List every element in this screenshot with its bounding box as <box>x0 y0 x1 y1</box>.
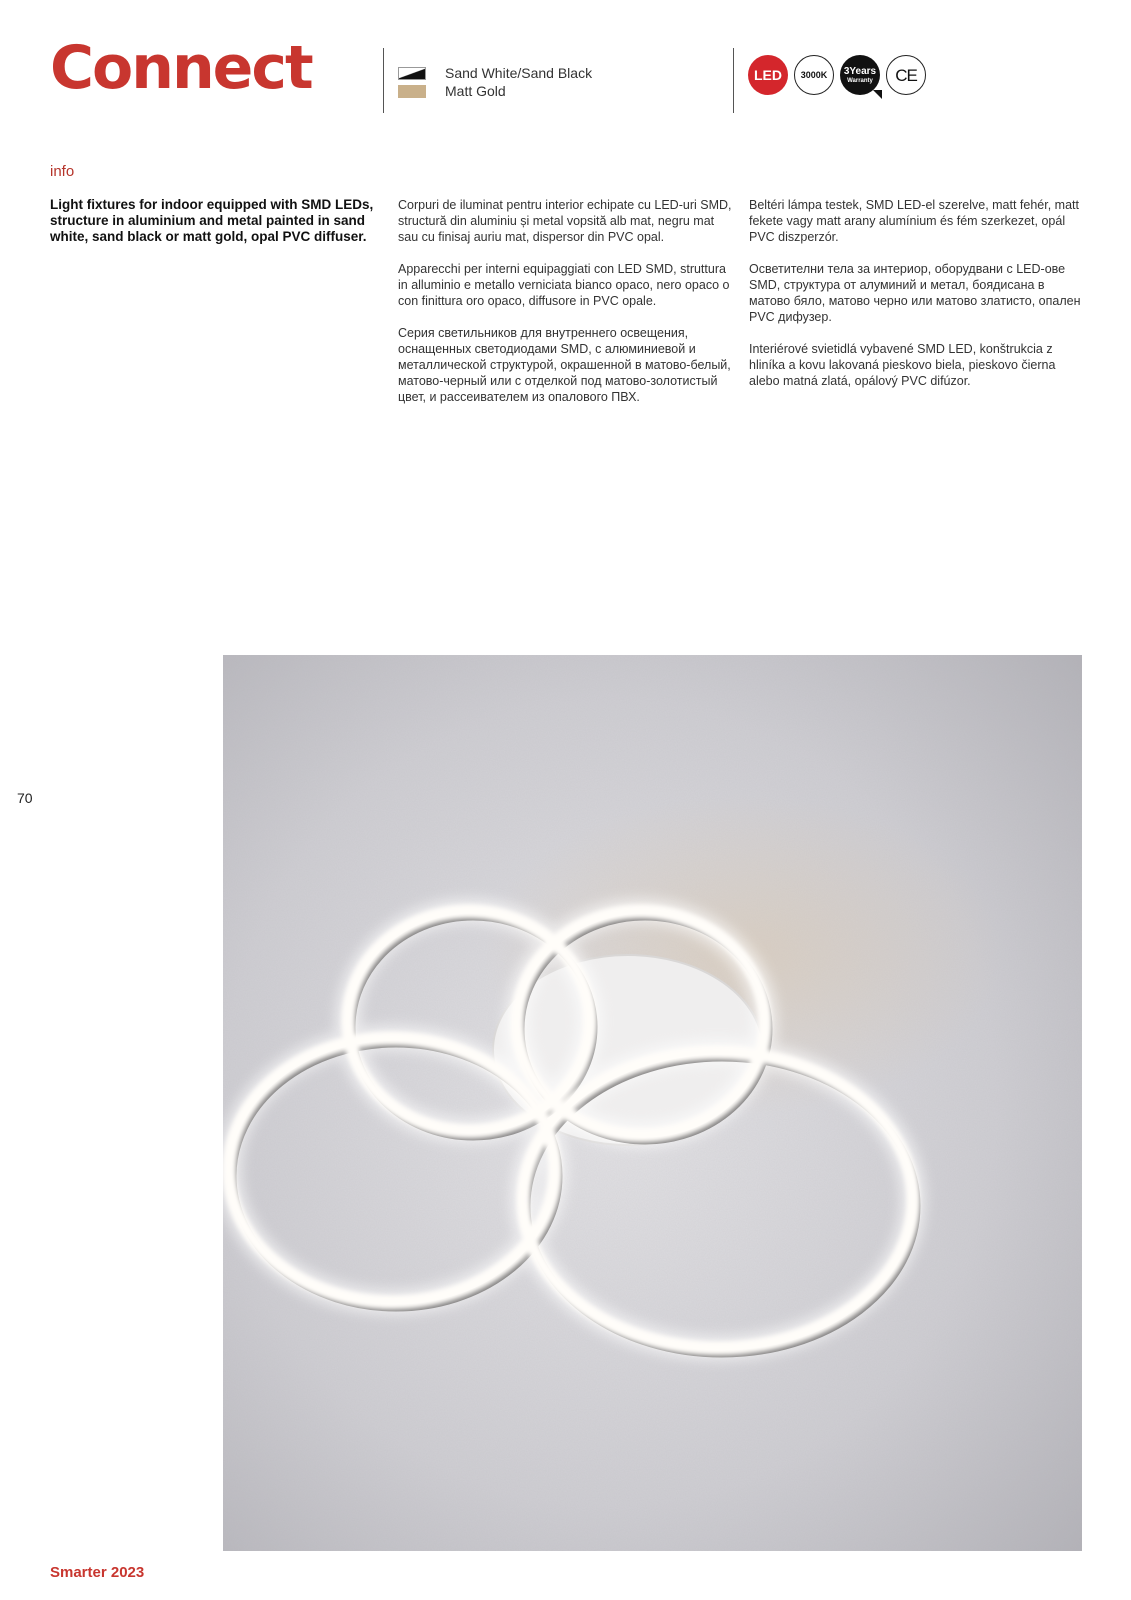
finish-label: Sand White/Sand Black <box>445 65 593 81</box>
warranty-label: Warranty <box>847 77 873 84</box>
catalog-footer: Smarter 2023 <box>50 1564 145 1581</box>
description-en: Light fixtures for indoor equipped with SMD LEDs, structure in aluminium and metal painted in sand white, sand black or matt gold, opal PVC diffuser. <box>50 197 374 244</box>
matt-gold-swatch-icon <box>398 85 426 98</box>
header-divider-right <box>733 48 734 113</box>
description-hu: Beltéri lámpa testek, SMD LED-el szerelve, matt fehér, matt fekete vagy matt arany alumínium és fém szerkezet, opál PVC diszperzór. <box>749 198 1079 244</box>
description-column-middle <box>398 197 733 421</box>
finish-sand-white-black <box>398 64 592 82</box>
certification-badges <box>748 55 926 95</box>
description-en-column <box>50 197 375 261</box>
info-heading: info <box>50 163 75 180</box>
led-badge-icon: LED <box>748 55 788 95</box>
finish-options <box>398 64 592 100</box>
product-title: Connect <box>50 33 312 103</box>
finish-matt-gold <box>398 82 592 100</box>
description-ro: Corpuri de iluminat pentru interior echipate cu LED-uri SMD, structură din aluminiu și metal vopsită alb mat, negru mat sau cu finisaj auriu mat, dispersor din PVC opal. <box>398 198 732 244</box>
warranty-badge-icon <box>840 55 880 95</box>
warranty-years: 3Years <box>843 65 877 77</box>
3000k-badge-icon: 3000K <box>794 55 834 95</box>
description-column-right <box>749 197 1084 405</box>
product-photo <box>223 655 1082 1551</box>
description-ru: Серия светильников для внутреннего освещения, оснащенных светодиодами SMD, с алюминиевой и металлической структурой, окрашенной в матово-белый, матово-черный или с отделкой под матово-золотистый цвет, и рассеивателем из опалового ПВХ. <box>398 326 731 404</box>
description-bg: Осветителни тела за интериор, оборудвани с LED-ове SMD, структура от алуминий и метал, боядисана в матово бяло, матово черно или матово златисто, опален PVC дифузер. <box>749 262 1081 324</box>
page-number: 70 <box>17 790 33 806</box>
sand-white-black-swatch-icon <box>398 67 426 80</box>
finish-label: Matt Gold <box>445 83 506 99</box>
header-divider-left <box>383 48 384 113</box>
description-it: Apparecchi per interni equipaggiati con LED SMD, struttura in alluminio e metallo verniciata bianco opaco, nero opaco o con finittura oro opaco, diffusore in PVC opale. <box>398 262 730 308</box>
description-sk: Interiérové svietidlá vybavené SMD LED, konštrukcia z hliníka a kovu lakovaná pieskovo biela, pieskovo čierna alebo matná zlatá, opálový PVC difúzor. <box>749 342 1056 388</box>
ce-badge-icon: CE <box>886 55 926 95</box>
